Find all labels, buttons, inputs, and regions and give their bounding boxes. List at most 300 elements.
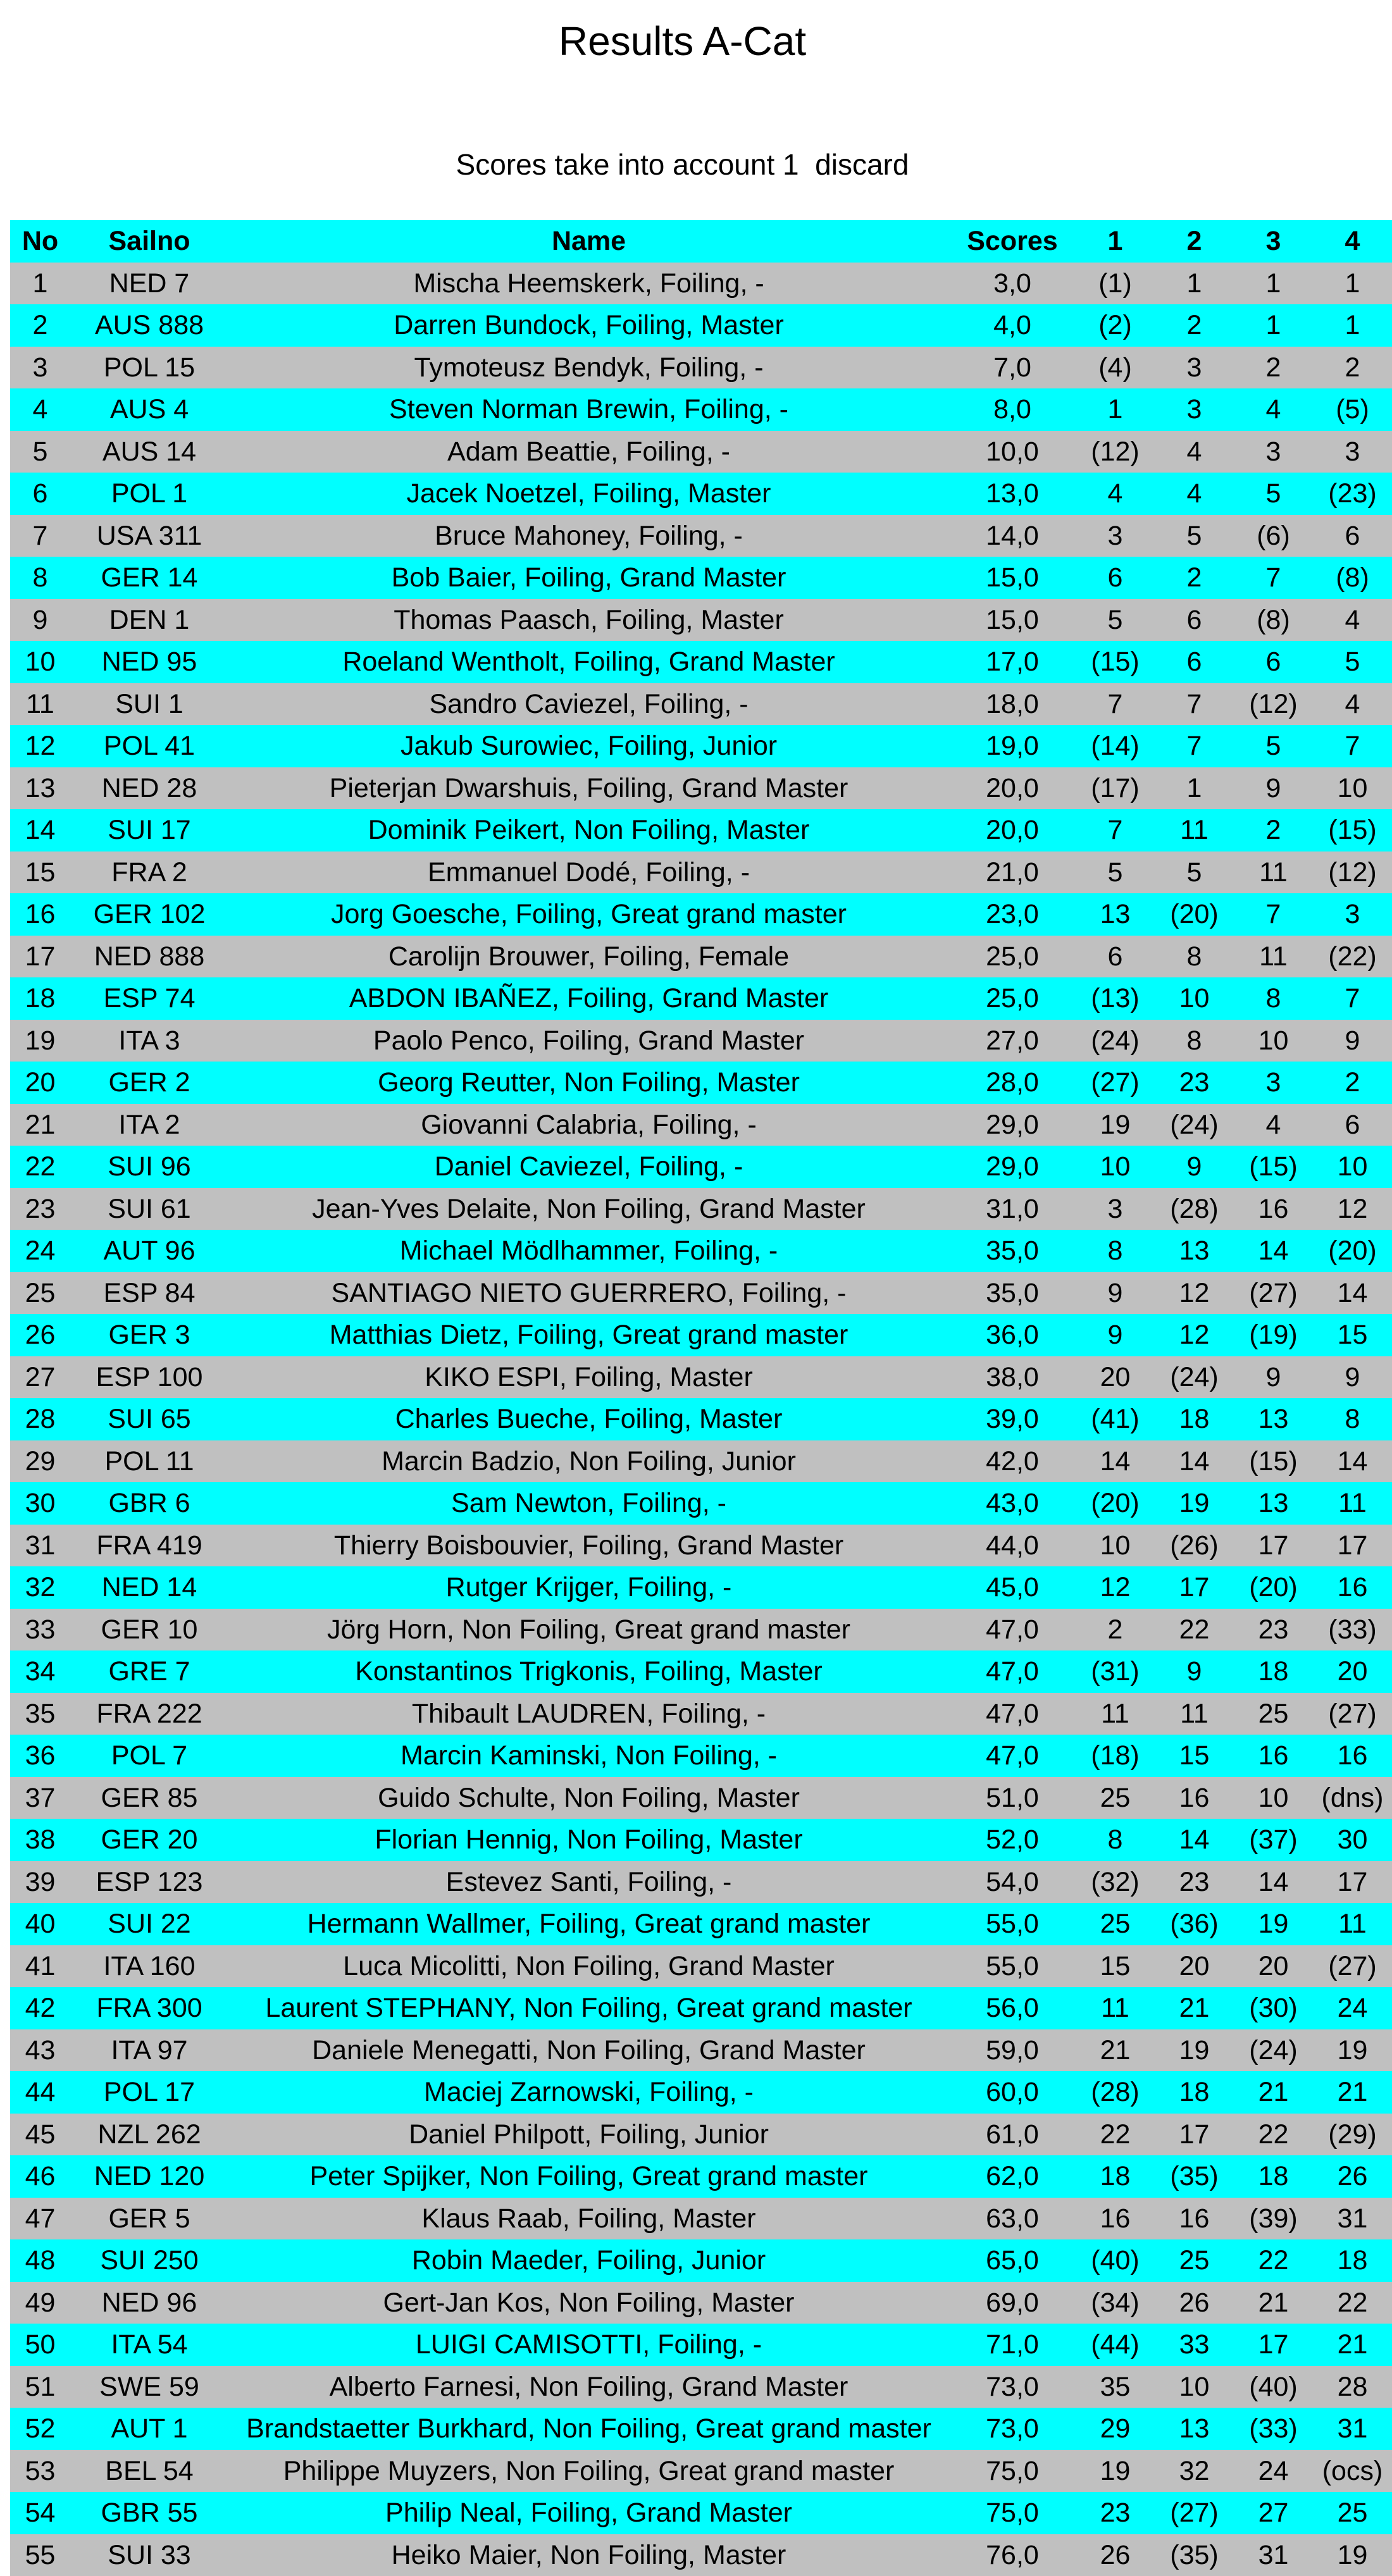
cell-no: 19 bbox=[10, 1020, 70, 1062]
table-row bbox=[10, 2029, 1392, 2072]
cell-race-2: 14 bbox=[1155, 1440, 1234, 1483]
table-row bbox=[10, 1062, 1392, 1104]
cell-sailno: GER 3 bbox=[70, 1314, 228, 1356]
cell-race-3: 18 bbox=[1234, 1650, 1313, 1693]
cell-scores: 15,0 bbox=[949, 599, 1076, 641]
cell-race-2: 12 bbox=[1155, 1314, 1234, 1356]
cell-race-3: (27) bbox=[1234, 1272, 1313, 1315]
cell-name: Philip Neal, Foiling, Grand Master bbox=[228, 2492, 949, 2534]
cell-race-4: (15) bbox=[1313, 809, 1392, 851]
table-row bbox=[10, 936, 1392, 978]
cell-sailno: SWE 59 bbox=[70, 2366, 228, 2408]
cell-race-4: 6 bbox=[1313, 515, 1392, 557]
cell-race-3: (15) bbox=[1234, 1146, 1313, 1188]
cell-name: Emmanuel Dodé, Foiling, - bbox=[228, 851, 949, 894]
cell-name: Carolijn Brouwer, Foiling, Female bbox=[228, 936, 949, 978]
cell-race-2: (26) bbox=[1155, 1525, 1234, 1567]
cell-race-4: (23) bbox=[1313, 473, 1392, 515]
cell-race-4: 31 bbox=[1313, 2408, 1392, 2450]
table-row bbox=[10, 2155, 1392, 2198]
cell-race-3: 1 bbox=[1234, 263, 1313, 305]
cell-race-4: 10 bbox=[1313, 767, 1392, 810]
cell-race-4: 25 bbox=[1313, 2492, 1392, 2534]
cell-no: 33 bbox=[10, 1609, 70, 1651]
cell-race-3: 17 bbox=[1234, 1525, 1313, 1567]
cell-race-3: 10 bbox=[1234, 1777, 1313, 1819]
cell-name: Daniel Caviezel, Foiling, - bbox=[228, 1146, 949, 1188]
cell-name: Thierry Boisbouvier, Foiling, Grand Master bbox=[228, 1525, 949, 1567]
cell-sailno: ESP 123 bbox=[70, 1861, 228, 1904]
cell-name: Maciej Zarnowski, Foiling, - bbox=[228, 2071, 949, 2114]
table-row bbox=[10, 1777, 1392, 1819]
cell-race-3: (19) bbox=[1234, 1314, 1313, 1356]
cell-race-2: 7 bbox=[1155, 683, 1234, 726]
cell-race-1: (28) bbox=[1076, 2071, 1155, 2114]
cell-race-2: 5 bbox=[1155, 851, 1234, 894]
cell-race-4: 10 bbox=[1313, 1146, 1392, 1188]
cell-name: Dominik Peikert, Non Foiling, Master bbox=[228, 809, 949, 851]
cell-race-2: (36) bbox=[1155, 1903, 1234, 1945]
cell-scores: 75,0 bbox=[949, 2492, 1076, 2534]
page-title: Results A-Cat bbox=[0, 16, 1365, 66]
table-row bbox=[10, 977, 1392, 1020]
cell-race-1: (17) bbox=[1076, 767, 1155, 810]
table-row bbox=[10, 1356, 1392, 1399]
cell-race-3: 17 bbox=[1234, 2324, 1313, 2366]
header-race-3: 3 bbox=[1234, 220, 1313, 263]
cell-race-2: 1 bbox=[1155, 767, 1234, 810]
cell-sailno: NED 95 bbox=[70, 641, 228, 683]
cell-race-1: (2) bbox=[1076, 304, 1155, 347]
cell-name: Tymoteusz Bendyk, Foiling, - bbox=[228, 347, 949, 389]
cell-scores: 23,0 bbox=[949, 893, 1076, 936]
cell-race-2: 3 bbox=[1155, 388, 1234, 431]
cell-race-3: 10 bbox=[1234, 1020, 1313, 1062]
cell-race-3: (24) bbox=[1234, 2029, 1313, 2072]
cell-race-1: 11 bbox=[1076, 1693, 1155, 1735]
cell-race-1: 9 bbox=[1076, 1314, 1155, 1356]
cell-race-2: 26 bbox=[1155, 2282, 1234, 2324]
cell-race-1: (24) bbox=[1076, 1020, 1155, 1062]
results-table bbox=[10, 220, 1392, 2576]
cell-name: Darren Bundock, Foiling, Master bbox=[228, 304, 949, 347]
cell-race-2: 13 bbox=[1155, 1230, 1234, 1272]
cell-race-1: (18) bbox=[1076, 1735, 1155, 1777]
cell-name: Brandstaetter Burkhard, Non Foiling, Great grand master bbox=[228, 2408, 949, 2450]
cell-race-4: 12 bbox=[1313, 1188, 1392, 1230]
cell-race-2: 23 bbox=[1155, 1062, 1234, 1104]
cell-name: Estevez Santi, Foiling, - bbox=[228, 1861, 949, 1904]
cell-race-4: (22) bbox=[1313, 936, 1392, 978]
table-row bbox=[10, 851, 1392, 894]
table-row bbox=[10, 557, 1392, 599]
cell-name: Thomas Paasch, Foiling, Master bbox=[228, 599, 949, 641]
cell-race-4: 31 bbox=[1313, 2198, 1392, 2240]
cell-race-4: 1 bbox=[1313, 304, 1392, 347]
cell-race-4: 16 bbox=[1313, 1566, 1392, 1609]
table-row bbox=[10, 725, 1392, 767]
cell-race-4: (8) bbox=[1313, 557, 1392, 599]
cell-race-3: 22 bbox=[1234, 2239, 1313, 2282]
cell-scores: 31,0 bbox=[949, 1188, 1076, 1230]
cell-no: 1 bbox=[10, 263, 70, 305]
cell-name: KIKO ESPI, Foiling, Master bbox=[228, 1356, 949, 1399]
cell-race-3: 7 bbox=[1234, 557, 1313, 599]
cell-race-1: (31) bbox=[1076, 1650, 1155, 1693]
cell-scores: 17,0 bbox=[949, 641, 1076, 683]
cell-race-4: 7 bbox=[1313, 977, 1392, 1020]
cell-race-3: 11 bbox=[1234, 936, 1313, 978]
cell-race-4: 17 bbox=[1313, 1525, 1392, 1567]
cell-no: 29 bbox=[10, 1440, 70, 1483]
cell-race-1: 23 bbox=[1076, 2492, 1155, 2534]
cell-race-3: (12) bbox=[1234, 683, 1313, 726]
header-sailno: Sailno bbox=[70, 220, 228, 263]
cell-scores: 7,0 bbox=[949, 347, 1076, 389]
cell-name: Marcin Kaminski, Non Foiling, - bbox=[228, 1735, 949, 1777]
cell-sailno: ESP 74 bbox=[70, 977, 228, 1020]
cell-race-4: 14 bbox=[1313, 1272, 1392, 1315]
cell-no: 18 bbox=[10, 977, 70, 1020]
cell-race-4: 11 bbox=[1313, 1903, 1392, 1945]
cell-race-4: (27) bbox=[1313, 1945, 1392, 1988]
cell-race-4: (29) bbox=[1313, 2114, 1392, 2156]
cell-race-2: 14 bbox=[1155, 1819, 1234, 1861]
table-row bbox=[10, 515, 1392, 557]
cell-race-3: (6) bbox=[1234, 515, 1313, 557]
cell-race-2: (24) bbox=[1155, 1104, 1234, 1146]
cell-name: Sam Newton, Foiling, - bbox=[228, 1482, 949, 1525]
table-row bbox=[10, 2282, 1392, 2324]
cell-scores: 25,0 bbox=[949, 936, 1076, 978]
cell-race-4: 6 bbox=[1313, 1104, 1392, 1146]
cell-scores: 13,0 bbox=[949, 473, 1076, 515]
cell-race-3: (39) bbox=[1234, 2198, 1313, 2240]
cell-race-2: 22 bbox=[1155, 1609, 1234, 1651]
cell-scores: 8,0 bbox=[949, 388, 1076, 431]
cell-race-4: 2 bbox=[1313, 347, 1392, 389]
table-row bbox=[10, 473, 1392, 515]
cell-race-2: 18 bbox=[1155, 2071, 1234, 2114]
cell-race-4: 14 bbox=[1313, 1440, 1392, 1483]
cell-race-4: 16 bbox=[1313, 1735, 1392, 1777]
cell-scores: 20,0 bbox=[949, 767, 1076, 810]
table-row bbox=[10, 2239, 1392, 2282]
cell-scores: 54,0 bbox=[949, 1861, 1076, 1904]
cell-no: 52 bbox=[10, 2408, 70, 2450]
cell-race-3: 3 bbox=[1234, 431, 1313, 473]
table-row bbox=[10, 1650, 1392, 1693]
table-row bbox=[10, 1230, 1392, 1272]
table-row bbox=[10, 1566, 1392, 1609]
cell-sailno: FRA 2 bbox=[70, 851, 228, 894]
cell-race-1: 25 bbox=[1076, 1903, 1155, 1945]
cell-scores: 25,0 bbox=[949, 977, 1076, 1020]
cell-scores: 52,0 bbox=[949, 1819, 1076, 1861]
cell-race-1: 16 bbox=[1076, 2198, 1155, 2240]
cell-sailno: GRE 7 bbox=[70, 1650, 228, 1693]
cell-no: 28 bbox=[10, 1398, 70, 1440]
cell-no: 44 bbox=[10, 2071, 70, 2114]
table-row bbox=[10, 767, 1392, 810]
cell-scores: 47,0 bbox=[949, 1735, 1076, 1777]
cell-no: 46 bbox=[10, 2155, 70, 2198]
cell-race-4: 28 bbox=[1313, 2366, 1392, 2408]
cell-scores: 29,0 bbox=[949, 1104, 1076, 1146]
table-row bbox=[10, 1525, 1392, 1567]
cell-sailno: SUI 65 bbox=[70, 1398, 228, 1440]
cell-race-2: (27) bbox=[1155, 2492, 1234, 2534]
cell-race-4: 15 bbox=[1313, 1314, 1392, 1356]
cell-race-1: 7 bbox=[1076, 809, 1155, 851]
cell-race-2: 16 bbox=[1155, 1777, 1234, 1819]
cell-no: 13 bbox=[10, 767, 70, 810]
cell-scores: 14,0 bbox=[949, 515, 1076, 557]
table-row bbox=[10, 1188, 1392, 1230]
cell-race-1: 29 bbox=[1076, 2408, 1155, 2450]
cell-sailno: AUT 96 bbox=[70, 1230, 228, 1272]
cell-race-2: 10 bbox=[1155, 977, 1234, 1020]
cell-race-2: 4 bbox=[1155, 473, 1234, 515]
cell-race-1: 2 bbox=[1076, 1609, 1155, 1651]
cell-no: 34 bbox=[10, 1650, 70, 1693]
cell-scores: 62,0 bbox=[949, 2155, 1076, 2198]
cell-no: 8 bbox=[10, 557, 70, 599]
cell-race-3: (15) bbox=[1234, 1440, 1313, 1483]
cell-no: 10 bbox=[10, 641, 70, 683]
cell-sailno: SUI 1 bbox=[70, 683, 228, 726]
cell-sailno: ITA 3 bbox=[70, 1020, 228, 1062]
cell-race-2: 18 bbox=[1155, 1398, 1234, 1440]
cell-scores: 36,0 bbox=[949, 1314, 1076, 1356]
cell-no: 30 bbox=[10, 1482, 70, 1525]
cell-sailno: POL 1 bbox=[70, 473, 228, 515]
table-row bbox=[10, 1398, 1392, 1440]
table-row bbox=[10, 263, 1392, 305]
cell-sailno: SUI 17 bbox=[70, 809, 228, 851]
cell-sailno: POL 11 bbox=[70, 1440, 228, 1483]
cell-scores: 29,0 bbox=[949, 1146, 1076, 1188]
cell-race-3: (37) bbox=[1234, 1819, 1313, 1861]
table-row bbox=[10, 2534, 1392, 2576]
cell-race-4: 20 bbox=[1313, 1650, 1392, 1693]
cell-race-2: 12 bbox=[1155, 1272, 1234, 1315]
cell-race-4: 30 bbox=[1313, 1819, 1392, 1861]
cell-sailno: POL 17 bbox=[70, 2071, 228, 2114]
cell-scores: 60,0 bbox=[949, 2071, 1076, 2114]
cell-race-4: (27) bbox=[1313, 1693, 1392, 1735]
cell-name: Marcin Badzio, Non Foiling, Junior bbox=[228, 1440, 949, 1483]
cell-race-1: 7 bbox=[1076, 683, 1155, 726]
cell-race-1: 3 bbox=[1076, 1188, 1155, 1230]
cell-no: 4 bbox=[10, 388, 70, 431]
cell-race-3: 19 bbox=[1234, 1903, 1313, 1945]
cell-scores: 75,0 bbox=[949, 2450, 1076, 2492]
cell-race-2: 2 bbox=[1155, 557, 1234, 599]
cell-name: Florian Hennig, Non Foiling, Master bbox=[228, 1819, 949, 1861]
cell-no: 26 bbox=[10, 1314, 70, 1356]
cell-race-2: 16 bbox=[1155, 2198, 1234, 2240]
cell-name: Hermann Wallmer, Foiling, Great grand master bbox=[228, 1903, 949, 1945]
cell-race-1: 15 bbox=[1076, 1945, 1155, 1988]
cell-race-4: 2 bbox=[1313, 1062, 1392, 1104]
cell-race-2: 20 bbox=[1155, 1945, 1234, 1988]
cell-race-3: 31 bbox=[1234, 2534, 1313, 2576]
table-row bbox=[10, 1861, 1392, 1904]
header-race-1: 1 bbox=[1076, 220, 1155, 263]
cell-race-2: 17 bbox=[1155, 2114, 1234, 2156]
cell-no: 40 bbox=[10, 1903, 70, 1945]
cell-scores: 43,0 bbox=[949, 1482, 1076, 1525]
cell-race-1: 12 bbox=[1076, 1566, 1155, 1609]
cell-name: Steven Norman Brewin, Foiling, - bbox=[228, 388, 949, 431]
cell-name: Daniele Menegatti, Non Foiling, Grand Master bbox=[228, 2029, 949, 2072]
cell-sailno: ITA 160 bbox=[70, 1945, 228, 1988]
table-row bbox=[10, 2071, 1392, 2114]
cell-sailno: GER 10 bbox=[70, 1609, 228, 1651]
cell-race-1: (15) bbox=[1076, 641, 1155, 683]
cell-no: 11 bbox=[10, 683, 70, 726]
cell-race-3: 5 bbox=[1234, 725, 1313, 767]
cell-sailno: ESP 100 bbox=[70, 1356, 228, 1399]
cell-scores: 35,0 bbox=[949, 1272, 1076, 1315]
table-row bbox=[10, 388, 1392, 431]
cell-name: Luca Micolitti, Non Foiling, Grand Master bbox=[228, 1945, 949, 1988]
cell-name: Bruce Mahoney, Foiling, - bbox=[228, 515, 949, 557]
cell-name: Paolo Penco, Foiling, Grand Master bbox=[228, 1020, 949, 1062]
cell-race-4: (20) bbox=[1313, 1230, 1392, 1272]
cell-race-4: 8 bbox=[1313, 1398, 1392, 1440]
cell-no: 21 bbox=[10, 1104, 70, 1146]
cell-race-1: 5 bbox=[1076, 851, 1155, 894]
cell-race-1: 25 bbox=[1076, 1777, 1155, 1819]
cell-race-3: (33) bbox=[1234, 2408, 1313, 2450]
cell-race-4: 22 bbox=[1313, 2282, 1392, 2324]
cell-race-3: 21 bbox=[1234, 2282, 1313, 2324]
cell-race-2: (20) bbox=[1155, 893, 1234, 936]
cell-race-2: 3 bbox=[1155, 347, 1234, 389]
cell-scores: 55,0 bbox=[949, 1945, 1076, 1988]
cell-race-2: 9 bbox=[1155, 1650, 1234, 1693]
cell-scores: 51,0 bbox=[949, 1777, 1076, 1819]
cell-name: Konstantinos Trigkonis, Foiling, Master bbox=[228, 1650, 949, 1693]
cell-sailno: ESP 84 bbox=[70, 1272, 228, 1315]
cell-race-4: 21 bbox=[1313, 2071, 1392, 2114]
cell-race-4: 11 bbox=[1313, 1482, 1392, 1525]
cell-no: 22 bbox=[10, 1146, 70, 1188]
table-row bbox=[10, 1945, 1392, 1988]
cell-scores: 18,0 bbox=[949, 683, 1076, 726]
cell-sailno: GBR 6 bbox=[70, 1482, 228, 1525]
cell-race-2: 25 bbox=[1155, 2239, 1234, 2282]
cell-race-1: (13) bbox=[1076, 977, 1155, 1020]
cell-race-2: 10 bbox=[1155, 2366, 1234, 2408]
cell-race-2: 6 bbox=[1155, 641, 1234, 683]
cell-name: Jean-Yves Delaite, Non Foiling, Grand Master bbox=[228, 1188, 949, 1230]
cell-no: 39 bbox=[10, 1861, 70, 1904]
cell-race-3: 16 bbox=[1234, 1188, 1313, 1230]
cell-sailno: SUI 96 bbox=[70, 1146, 228, 1188]
cell-race-3: 9 bbox=[1234, 1356, 1313, 1399]
cell-name: Guido Schulte, Non Foiling, Master bbox=[228, 1777, 949, 1819]
cell-race-4: 4 bbox=[1313, 599, 1392, 641]
cell-race-1: 13 bbox=[1076, 893, 1155, 936]
cell-name: Robin Maeder, Foiling, Junior bbox=[228, 2239, 949, 2282]
cell-sailno: AUS 14 bbox=[70, 431, 228, 473]
page-subtitle: Scores take into account 1 discard bbox=[0, 144, 1365, 185]
cell-race-1: (14) bbox=[1076, 725, 1155, 767]
table-row bbox=[10, 1272, 1392, 1315]
cell-scores: 10,0 bbox=[949, 431, 1076, 473]
cell-race-2: 11 bbox=[1155, 1693, 1234, 1735]
results-body bbox=[10, 263, 1392, 2576]
cell-race-3: 4 bbox=[1234, 388, 1313, 431]
cell-race-1: 3 bbox=[1076, 515, 1155, 557]
cell-race-4: 19 bbox=[1313, 2029, 1392, 2072]
cell-race-3: 21 bbox=[1234, 2071, 1313, 2114]
cell-no: 23 bbox=[10, 1188, 70, 1230]
cell-race-3: 3 bbox=[1234, 1062, 1313, 1104]
cell-no: 42 bbox=[10, 1987, 70, 2029]
cell-no: 17 bbox=[10, 936, 70, 978]
cell-race-2: 9 bbox=[1155, 1146, 1234, 1188]
cell-no: 15 bbox=[10, 851, 70, 894]
table-row bbox=[10, 2492, 1392, 2534]
table-row bbox=[10, 893, 1392, 936]
cell-no: 6 bbox=[10, 473, 70, 515]
cell-name: Sandro Caviezel, Foiling, - bbox=[228, 683, 949, 726]
cell-race-3: 14 bbox=[1234, 1230, 1313, 1272]
cell-name: Jakub Surowiec, Foiling, Junior bbox=[228, 725, 949, 767]
cell-scores: 59,0 bbox=[949, 2029, 1076, 2072]
cell-race-1: (1) bbox=[1076, 263, 1155, 305]
table-row bbox=[10, 1482, 1392, 1525]
cell-scores: 20,0 bbox=[949, 809, 1076, 851]
table-row bbox=[10, 1903, 1392, 1945]
cell-race-2: (35) bbox=[1155, 2534, 1234, 2576]
cell-sailno: SUI 33 bbox=[70, 2534, 228, 2576]
cell-race-1: 18 bbox=[1076, 2155, 1155, 2198]
cell-race-2: 19 bbox=[1155, 2029, 1234, 2072]
cell-race-2: 4 bbox=[1155, 431, 1234, 473]
table-row bbox=[10, 599, 1392, 641]
cell-scores: 55,0 bbox=[949, 1903, 1076, 1945]
cell-race-3: 9 bbox=[1234, 767, 1313, 810]
cell-name: Charles Bueche, Foiling, Master bbox=[228, 1398, 949, 1440]
cell-no: 14 bbox=[10, 809, 70, 851]
cell-scores: 45,0 bbox=[949, 1566, 1076, 1609]
cell-race-3: 13 bbox=[1234, 1482, 1313, 1525]
cell-name: Alberto Farnesi, Non Foiling, Grand Master bbox=[228, 2366, 949, 2408]
cell-sailno: POL 15 bbox=[70, 347, 228, 389]
cell-race-4: 21 bbox=[1313, 2324, 1392, 2366]
cell-no: 5 bbox=[10, 431, 70, 473]
cell-race-3: (40) bbox=[1234, 2366, 1313, 2408]
table-row bbox=[10, 347, 1392, 389]
cell-scores: 42,0 bbox=[949, 1440, 1076, 1483]
cell-name: Thibault LAUDREN, Foiling, - bbox=[228, 1693, 949, 1735]
cell-scores: 4,0 bbox=[949, 304, 1076, 347]
cell-race-3: 20 bbox=[1234, 1945, 1313, 1988]
cell-no: 37 bbox=[10, 1777, 70, 1819]
cell-race-3: 4 bbox=[1234, 1104, 1313, 1146]
cell-race-1: 6 bbox=[1076, 557, 1155, 599]
cell-sailno: GBR 55 bbox=[70, 2492, 228, 2534]
cell-race-1: 6 bbox=[1076, 936, 1155, 978]
cell-no: 41 bbox=[10, 1945, 70, 1988]
cell-no: 31 bbox=[10, 1525, 70, 1567]
cell-no: 51 bbox=[10, 2366, 70, 2408]
